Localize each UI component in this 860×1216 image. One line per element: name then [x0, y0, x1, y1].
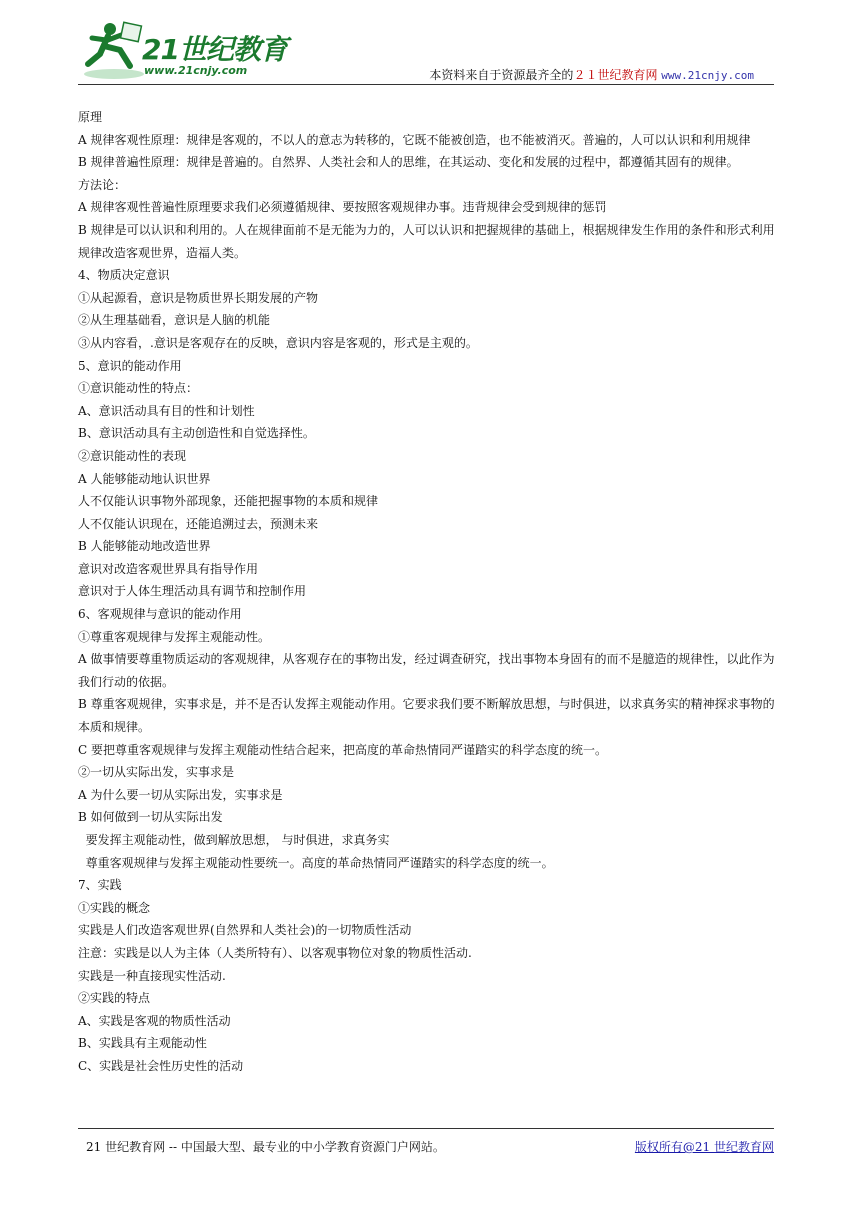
page-header	[0, 0, 860, 92]
text-line: A 规律客观性原理：规律是客观的，不以人的意志为转移的，它既不能被创造，也不能被消灭。普遍的，人可以认识和利用规律	[78, 132, 751, 147]
text-line: ②意识能动性的表现	[78, 448, 187, 463]
text-line: ②实践的特点	[78, 991, 151, 1006]
text-line: A、意识活动具有目的性和计划性	[78, 403, 255, 418]
text-line: 方法论：	[78, 177, 127, 192]
text-line: A 为什么要一切从实际出发，实事求是	[78, 787, 283, 802]
text-line: ①尊重客观规律与发挥主观能动性。	[78, 629, 271, 644]
text-line: ①实践的概念	[78, 900, 151, 915]
text-line: 7、实践	[78, 878, 122, 893]
text-line: 5、意识的能动作用	[78, 358, 182, 373]
text-line: ②从生理基础看，意识是人脑的机能	[78, 313, 271, 328]
text-line: B 人能够能动地改造世界	[78, 539, 211, 554]
text-line: 注意：实践是以人为主体（人类所特有）、以客观事物位对象的物质性活动.	[78, 945, 472, 960]
text-line: B 尊重客观规律，实事求是，并不是否认发挥主观能动作用。它要求我们要不断解放思想，与时俱进，以求真务实的精神探求事物的本质和规律。	[78, 697, 775, 735]
footer-copyright-link[interactable]: 版权所有@21 世纪教育网	[634, 1140, 774, 1154]
text-line: C、实践是社会性历史性的活动	[78, 1058, 244, 1073]
text-line: 6、客观规律与意识的能动作用	[78, 607, 242, 622]
text-line: 意识对于人体生理活动具有调节和控制作用	[78, 584, 307, 599]
tagline-brand: ２１世纪教育网	[573, 68, 658, 82]
header-divider	[78, 84, 774, 85]
logo-text: 21世纪教育	[142, 33, 287, 66]
text-line: B 规律是可以认识和利用的。人在规律面前不是无能为力的，人可以认识和把握规律的基础上，根据规律发生作用的条件和形式利用规律改造客观世界，造福人类。	[78, 222, 775, 260]
text-line: A 人能够能动地认识世界	[78, 471, 211, 486]
tagline-prefix: 本资料来自于资源最齐全的	[429, 68, 574, 82]
text-line: 实践是人们改造客观世界(自然界和人类社会)的一切物质性活动	[78, 923, 412, 938]
text-line: 要发挥主观能动性，做到解放思想， 与时俱进，求真务实	[78, 833, 390, 847]
text-line: A 做事情要尊重物质运动的客观规律，从客观存在的事物出发，经过调查研究，找出事物本身固有的而不是臆造的规律性，以此作为我们行动的依据。	[78, 652, 775, 689]
text-line: 4、物质决定意识	[78, 268, 170, 283]
text-line: A、实践是客观的物质性活动	[78, 1013, 231, 1028]
header-tagline	[429, 66, 754, 83]
footer-divider	[78, 1128, 774, 1129]
text-line: B、意识活动具有主动创造性和自觉选择性。	[78, 426, 315, 441]
text-line: 意识对改造客观世界具有指导作用	[78, 561, 259, 576]
text-line: ①意识能动性的特点：	[78, 381, 199, 396]
logo-url: www.21cnjy.com	[144, 64, 248, 77]
text-line: ②一切从实际出发，实事求是	[78, 765, 235, 780]
text-line: 人不仅能认识事物外部现象，还能把握事物的本质和规律	[78, 494, 379, 509]
text-line: B 如何做到一切从实际出发	[78, 810, 223, 825]
text-line: 原理	[78, 110, 103, 124]
footer-site-description: 21 世纪教育网 -- 中国最大型、最专业的中小学教育资源门户网站。	[86, 1140, 445, 1154]
text-line: B 规律普遍性原理：规律是普遍的。自然界、人类社会和人的思维，在其运动、变化和发展的过程中，都遵循其固有的规律。	[78, 155, 739, 170]
text-line: 实践是一种直接现实性活动.	[78, 968, 226, 983]
text-line: ③从内容看，.意识是客观存在的反映，意识内容是客观的，形式是主观的。	[78, 335, 478, 350]
text-line: B、实践具有主观能动性	[78, 1036, 207, 1051]
text-line: 尊重客观规律与发挥主观能动性要统一。高度的革命热情同严谨踏实的科学态度的统一。	[78, 855, 554, 870]
logo	[80, 20, 290, 82]
text-line: ①从起源看，意识是物质世界长期发展的产物	[78, 290, 319, 305]
runner-icon	[80, 20, 144, 82]
tagline-url[interactable]: www.21cnjy.com	[661, 69, 754, 82]
text-line: C 要把尊重客观规律与发挥主观能动性结合起来，把高度的革命热情同严谨踏实的科学态度的统一。	[78, 742, 607, 757]
text-line: 人不仅能认识现在，还能追溯过去，预测未来	[78, 516, 319, 531]
document-body	[78, 106, 782, 1078]
text-line: A 规律客观性普遍性原理要求我们必须遵循规律、要按照客观规律办事。违背规律会受到规律的惩罚	[78, 200, 607, 215]
